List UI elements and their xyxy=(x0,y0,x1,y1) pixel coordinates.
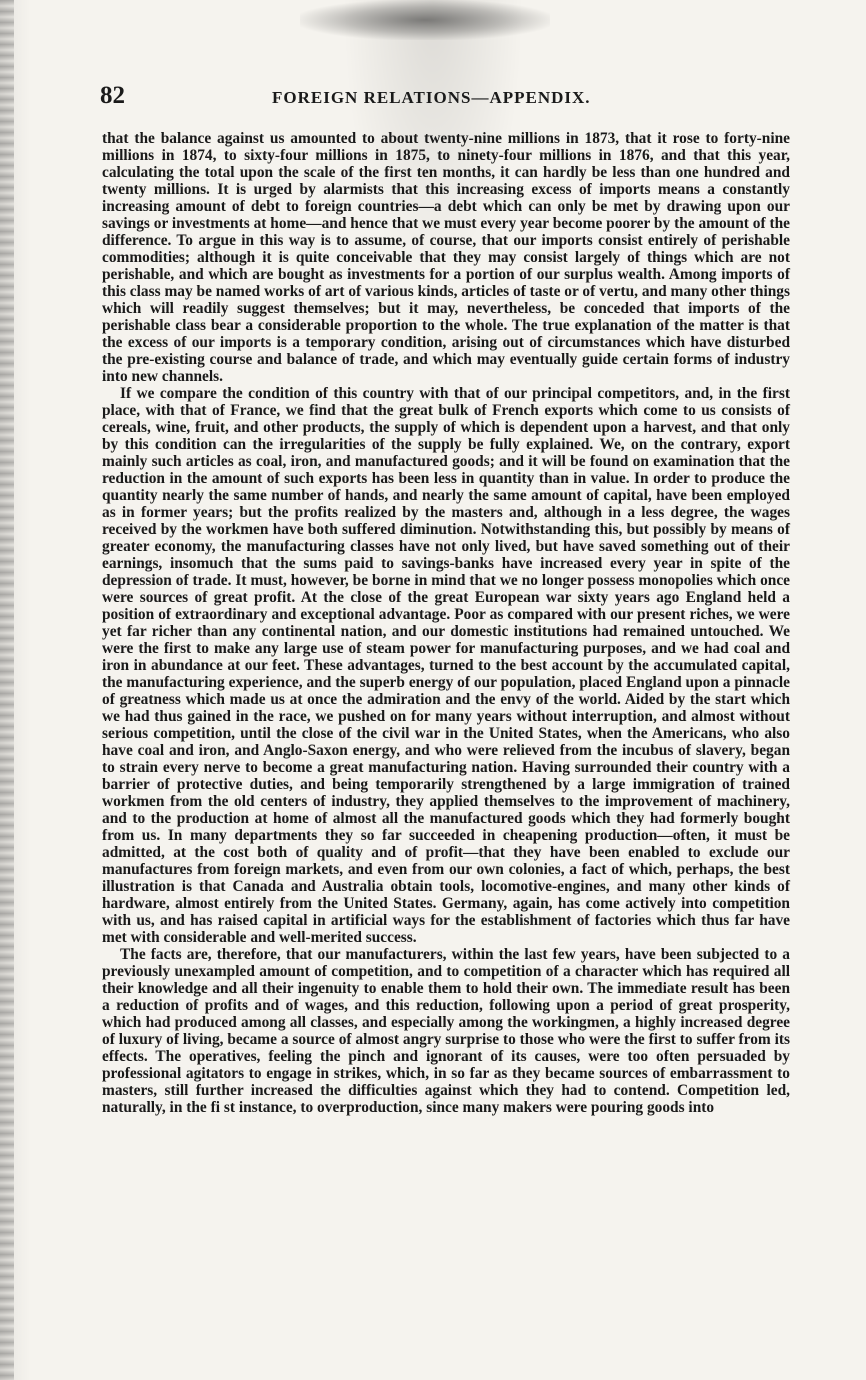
page-binding-edge xyxy=(0,0,14,1380)
scan-smudge xyxy=(300,0,550,40)
paragraph-1: that the balance against us amounted to about twenty-nine millions in 1873, that it rose to forty-nine millions in 1874, to sixty-four millions in 1875, to ninety-four millions in 1876, and that this year, calculating the total upon the scale of the first ten months, it can hardly be less than one hundred and twenty millions. It is urged by alarmists that this increasing excess of imports means a constantly increasing amount of debt to foreign countries—a debt which can only be met by drawing upon our savings or investments at home—and hence that we must every year become poorer by the amount of the difference. To argue in this way is to assume, of course, that our imports consist entirely of perishable commodities; although it is quite conceivable that they may consist largely of things which are not perishable, and which are bought as investments for a portion of our surplus wealth. Among imports of this class may be named works of art of various kinds, articles of taste or of vertu, and many other things which will readily suggest themselves; but it may, nevertheless, be conceded that imports of the perishable class bear a considerable proportion to the whole. The true explanation of the matter is that the excess of our imports is a temporary condition, arising out of circumstances which have disturbed the pre-existing course and balance of trade, and which may eventually guide certain forms of industry into new channels. xyxy=(102,130,790,385)
body-text xyxy=(102,130,790,1116)
paragraph-2: If we compare the condition of this country with that of our principal competitors, and, in the first place, with that of France, we find that the great bulk of French exports which come to us consists of cereals, wine, fruit, and other products, the supply of which is dependent upon a harvest, and that only by this condition can the irregularities of the supply be fully explained. We, on the contrary, export mainly such articles as coal, iron, and manufactured goods; and it will be found on examination that the reduction in the amount of such exports has been less in quantity than in value. In order to produce the quantity nearly the same number of hands, and nearly the same amount of capital, have been employed as in former years; but the profits realized by the masters and, although in a less degree, the wages received by the workmen have both suffered diminution. Notwithstanding this, but possibly by means of greater economy, the manufacturing classes have not only lived, but have saved something out of their earnings, insomuch that the sums paid to savings-banks have increased every year in spite of the depression of trade. It must, however, be borne in mind that we no longer possess monopolies which once were sources of great profit. At the close of the great European war sixty years ago England held a position of extraordinary and exceptional advantage. Poor as compared with our present riches, we were yet far richer than any continental nation, and our domestic institutions had remained untouched. We were the first to make any large use of steam power for manufacturing purposes, and we had coal and iron in abundance at our feet. These advantages, turned to the best account by the accumulated capital, the manufacturing experience, and the superb energy of our population, placed England upon a pinnacle of greatness which made us at once the admiration and the envy of the world. Aided by the start which we had thus gained in the race, we pushed on for many years without interruption, and almost without serious competition, until the close of the civil war in the United States, when the Americans, who also have coal and iron, and Anglo-Saxon energy, and who were relieved from the incubus of slavery, began to strain every nerve to become a great manufacturing nation. Having surrounded their country with a barrier of protective duties, and being temporarily strengthened by a large immigration of trained workmen from the old centers of industry, they applied themselves to the improvement of machinery, and to the production at home of almost all the manufactured goods which they had formerly bought from us. In many departments they so far succeeded in cheapening production—often, it must be admitted, at the cost both of quality and of profit—that they have been enabled to exclude our manufactures from foreign markets, and even from our own colonies, a fact of which, perhaps, the best illustration is that Canada and Australia obtain tools, locomotive-engines, and many other kinds of hardware, almost entirely from the United States. Germany, again, has come actively into competition with us, and has raised capital in artificial ways for the establishment of factories which thus far have met with considerable and well-merited success. xyxy=(102,385,790,946)
paragraph-3: The facts are, therefore, that our manufacturers, within the last few years, have been subjected to a previously unexampled amount of competition, and to competition of a character which has required all their knowledge and all their ingenuity to enable them to hold their own. The immediate result has been a reduction of profits and of wages, and this reduction, following upon a period of great prosperity, which had produced among all classes, and especially among the workingmen, a highly increased degree of luxury of living, became a source of almost angry surprise to those who were the first to suffer from its effects. The operatives, feeling the pinch and ignorant of its causes, were too often persuaded by professional agitators to engage in strikes, which, in so far as they became sources of embarrassment to masters, still further increased the difficulties against which they had to contend. Competition led, naturally, in the fi st instance, to overproduction, since many makers were pouring goods into xyxy=(102,946,790,1116)
page-header xyxy=(100,82,790,114)
running-head: FOREIGN RELATIONS—APPENDIX. xyxy=(272,88,591,107)
page-number: 82 xyxy=(100,82,125,109)
